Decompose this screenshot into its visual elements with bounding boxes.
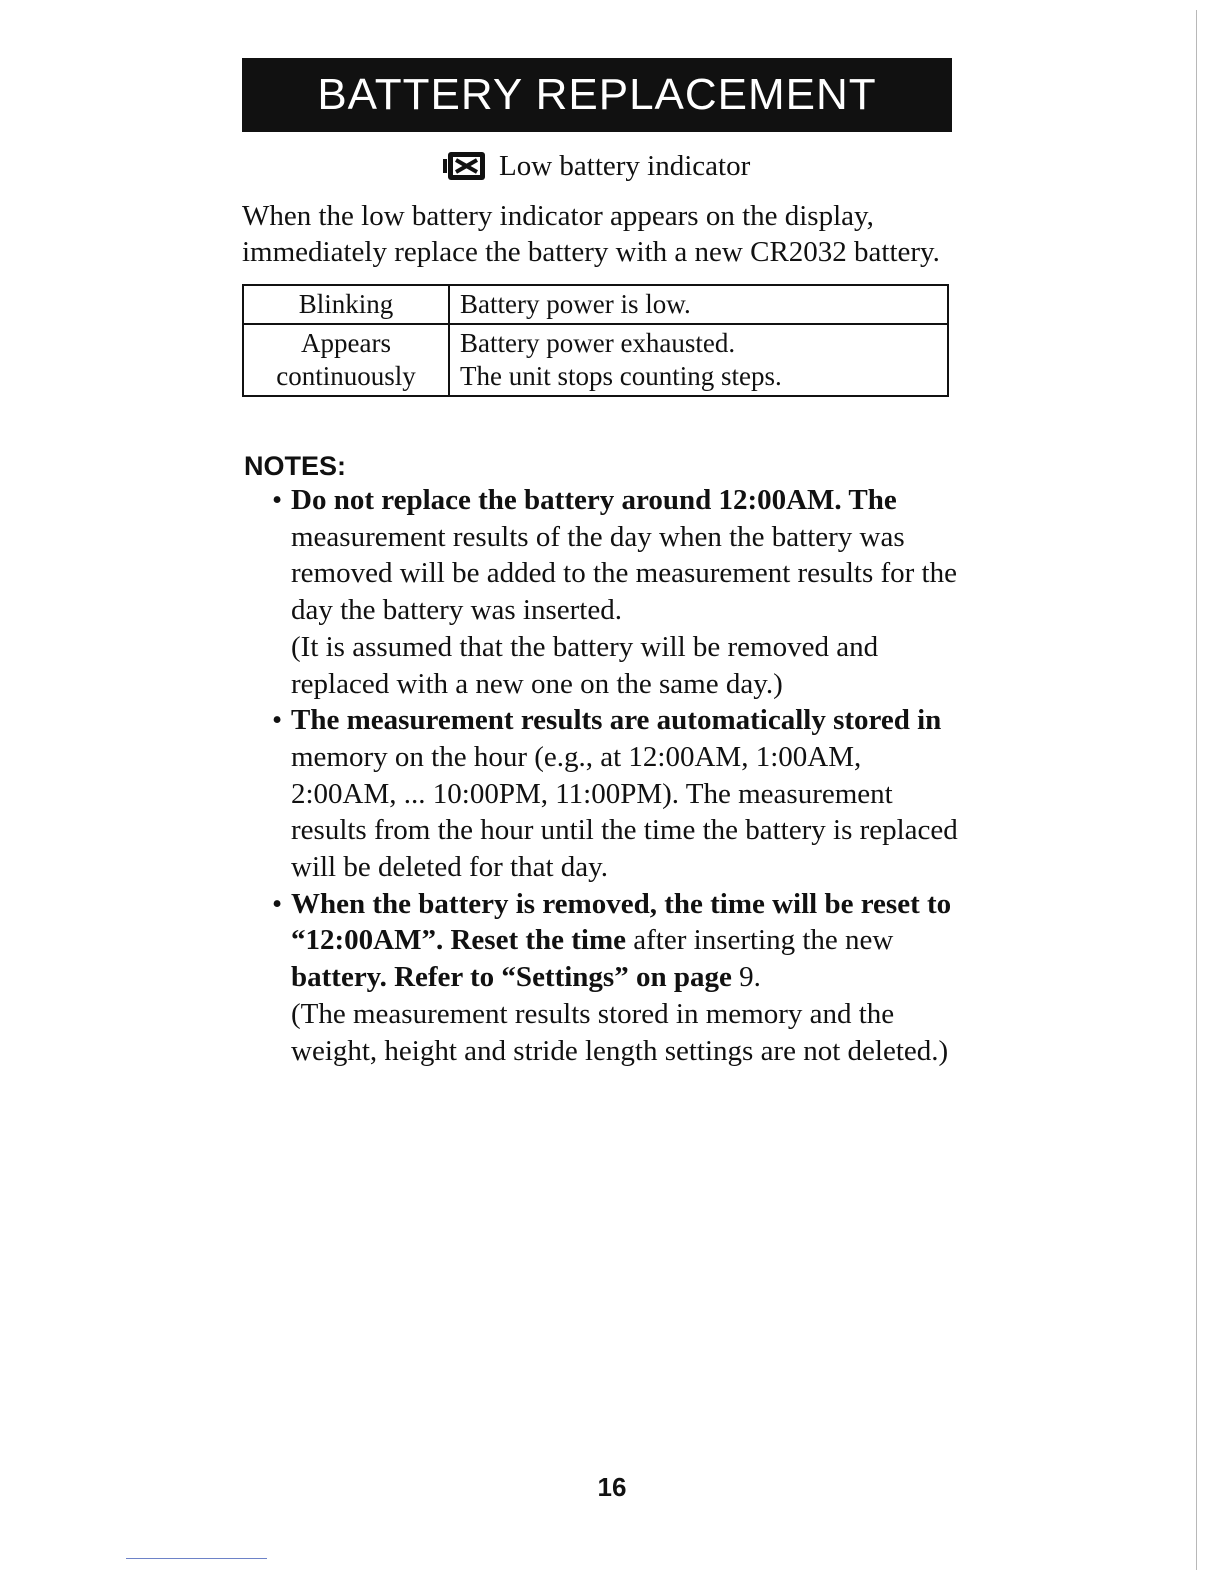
battery-status-table — [242, 284, 949, 397]
bullet: • — [272, 484, 283, 516]
note-lead: When the battery is removed, the time will be reset to “12:00AM”. Reset the time — [291, 887, 952, 957]
intro-paragraph — [242, 198, 962, 270]
intro-line: immediately replace the battery with a new CR2032 battery. — [242, 236, 940, 268]
note-lead: The measurement results are automatically stored in — [291, 704, 942, 737]
indicator-label: Low battery indicator — [499, 150, 751, 182]
note-body: memory on the hour (e.g., at 12:00AM, 1:00AM, 2:00AM, ... 10:00PM, 11:00PM). The measurement results from the hour until the time the battery is replaced will be deleted for that day. — [291, 740, 958, 884]
state-text: Appears — [301, 328, 391, 358]
status-meaning-cell — [449, 285, 948, 324]
state-text: Blinking — [298, 289, 394, 319]
low-battery-indicator-legend — [441, 146, 750, 186]
status-meaning-cell — [449, 324, 948, 396]
meaning-text: The unit stops counting steps. — [460, 361, 782, 391]
list-item — [272, 886, 962, 1070]
note-body: measurement results of the day when the battery was removed will be added to the measurement results for the day the battery was inserted. — [291, 520, 957, 627]
status-state-cell — [243, 324, 449, 396]
note-extra: (The measurement results stored in memory and the weight, height and stride length settings are not deleted.) — [291, 997, 949, 1067]
table-row — [243, 285, 948, 324]
meaning-text: Battery power exhausted. — [460, 328, 736, 358]
footer-rule — [126, 1558, 267, 1559]
list-item — [272, 702, 962, 886]
note-extra: (It is assumed that the battery will be removed and replaced with a new one on the same day.) — [291, 630, 879, 700]
page-number: 16 — [597, 1472, 627, 1502]
page-edge-line — [1196, 10, 1197, 1570]
note-page-reference: 9. — [739, 961, 761, 994]
note-lead-settings-reference: battery. Refer to “Settings” on page — [291, 961, 732, 994]
status-state-cell — [243, 285, 449, 324]
intro-line: When the low battery indicator appears on the display, — [242, 200, 874, 232]
note-lead: Do not replace the battery around 12:00AM. The — [291, 484, 897, 516]
state-text: continuously — [276, 361, 416, 391]
low-battery-icon — [441, 148, 489, 184]
table-row — [243, 324, 948, 396]
bullet: • — [272, 887, 283, 920]
page-title: BATTERY REPLACEMENT — [242, 58, 952, 132]
notes-heading: NOTES: — [244, 451, 347, 481]
bullet: • — [272, 704, 283, 737]
list-item — [272, 482, 962, 702]
meaning-text: Battery power is low. — [460, 289, 691, 319]
notes-list — [272, 482, 962, 1069]
note-body: after inserting the new — [633, 924, 894, 957]
